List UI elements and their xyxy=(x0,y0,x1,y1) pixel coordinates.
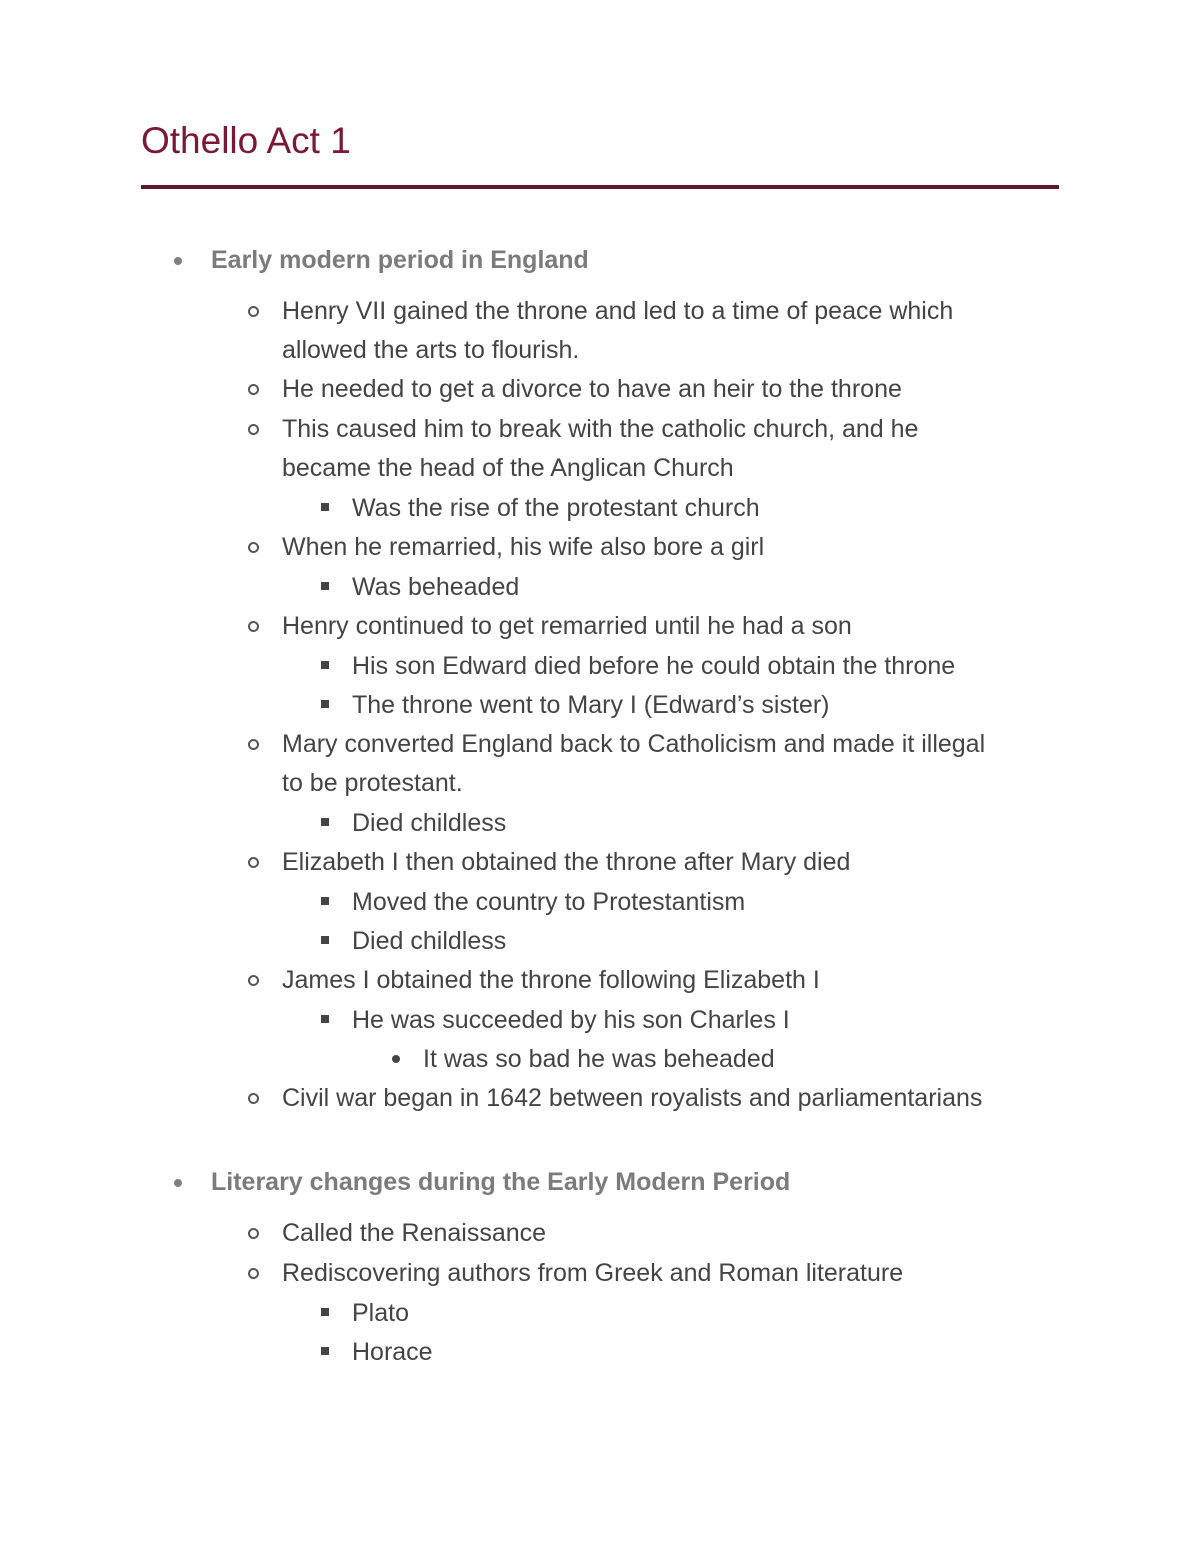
list-item: Henry VII gained the throne and led to a time of peace which allowed the arts to flourish. xyxy=(282,292,953,370)
page-title: Othello Act 1 xyxy=(141,120,351,161)
square-bullet-icon xyxy=(321,1347,329,1355)
list-item: James I obtained the throne following Elizabeth I xyxy=(282,961,820,1000)
list-item: Was the rise of the protestant church xyxy=(352,489,760,528)
list-item: He needed to get a divorce to have an heir to the throne xyxy=(282,370,902,409)
section-heading: Literary changes during the Early Modern Period xyxy=(211,1163,790,1202)
list-item: Horace xyxy=(352,1333,433,1372)
list-item: Died childless xyxy=(352,804,506,843)
list-item: Civil war began in 1642 between royalists and parliamentarians xyxy=(282,1079,982,1118)
circle-bullet-icon xyxy=(248,384,259,395)
square-bullet-icon xyxy=(321,1015,329,1023)
circle-bullet-icon xyxy=(248,1228,259,1239)
square-bullet-icon xyxy=(321,582,329,590)
list-item: Mary converted England back to Catholicism and made it illegal to be protestant. xyxy=(282,725,985,803)
list-item: The throne went to Mary I (Edward’s sister) xyxy=(352,686,830,725)
circle-bullet-icon xyxy=(248,542,259,553)
square-bullet-icon xyxy=(321,503,329,511)
section-heading: Early modern period in England xyxy=(211,241,589,280)
list-item: Rediscovering authors from Greek and Roman literature xyxy=(282,1254,903,1293)
circle-bullet-icon xyxy=(248,1093,259,1104)
circle-bullet-icon xyxy=(248,621,259,632)
list-item: This caused him to break with the catholic church, and he became the head of the Anglican Church xyxy=(282,410,918,488)
circle-bullet-icon xyxy=(248,424,259,435)
title-divider xyxy=(141,185,1059,189)
circle-bullet-icon xyxy=(248,306,259,317)
list-item: He was succeeded by his son Charles I xyxy=(352,1001,790,1040)
square-bullet-icon xyxy=(321,661,329,669)
bullet-icon xyxy=(392,1055,400,1063)
circle-bullet-icon xyxy=(248,1268,259,1279)
list-item: Died childless xyxy=(352,922,506,961)
circle-bullet-icon xyxy=(248,857,259,868)
list-item: Was beheaded xyxy=(352,568,519,607)
square-bullet-icon xyxy=(321,897,329,905)
square-bullet-icon xyxy=(321,818,329,826)
circle-bullet-icon xyxy=(248,739,259,750)
list-item: It was so bad he was beheaded xyxy=(423,1040,775,1079)
list-item: Henry continued to get remarried until he had a son xyxy=(282,607,852,646)
square-bullet-icon xyxy=(321,1308,329,1316)
square-bullet-icon xyxy=(321,700,329,708)
list-item: His son Edward died before he could obtain the throne xyxy=(352,647,955,686)
bullet-icon xyxy=(174,1179,182,1187)
bullet-icon xyxy=(174,257,182,265)
list-item: Plato xyxy=(352,1294,409,1333)
list-item: When he remarried, his wife also bore a girl xyxy=(282,528,764,567)
list-item: Moved the country to Protestantism xyxy=(352,883,745,922)
square-bullet-icon xyxy=(321,936,329,944)
circle-bullet-icon xyxy=(248,975,259,986)
list-item: Elizabeth I then obtained the throne after Mary died xyxy=(282,843,850,882)
list-item: Called the Renaissance xyxy=(282,1214,546,1253)
